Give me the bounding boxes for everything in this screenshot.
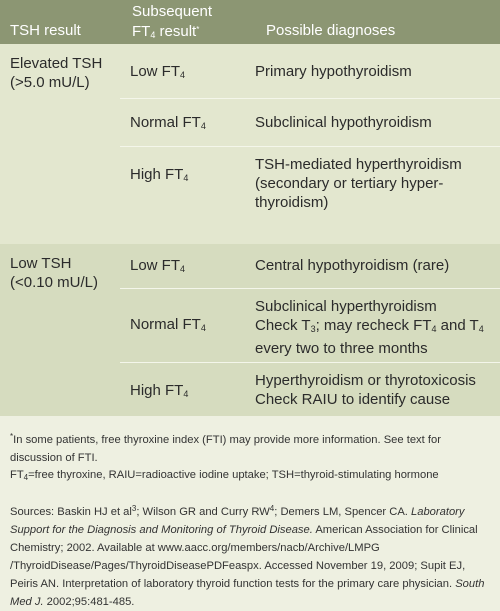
table-row: [120, 98, 500, 147]
table-row: [120, 44, 500, 98]
ft4-cell: [130, 113, 206, 136]
table-header: [0, 0, 500, 44]
ft4-sub: 4: [200, 121, 206, 131]
tsh-cell: [10, 54, 102, 92]
diagnosis-line: Hyperthyroidism or thyrotoxicosis: [255, 372, 476, 389]
diagnosis-line: Subclinical hypothyroidism: [255, 114, 432, 131]
ft4-sub: 4: [180, 264, 186, 274]
check-t-and: and T: [436, 317, 479, 334]
diagnosis-cell: [255, 371, 495, 409]
diagnosis-line: thyroidism): [255, 194, 329, 211]
diagnosis-line: TSH-mediated hyperthyroidism: [255, 156, 462, 173]
diagnosis-line: every two to three months: [255, 340, 428, 357]
tsh-line2: (<0.10 mU/L): [10, 274, 98, 291]
src-1: Sources: Baskin HJ et al: [10, 506, 132, 518]
src-4: American Association for Clinical Chemistry; 2002. Available at www.aacc.org/members/nacb/Archive/LMPG /ThyroidDisease/Pages/ThyroidDiseasePDFeaspx. Accessed November 19, 2009; Supit EJ, Peiris AN. Interpretation of laboratory thyroid function tests for the primary care physician.: [10, 524, 478, 590]
check-t-mid: ; may recheck FT: [315, 317, 432, 334]
table-row: [120, 244, 500, 288]
tsh-line1: Low TSH: [10, 255, 72, 272]
header-ft4-line1: Subsequent: [132, 3, 213, 20]
src-sup-1: 3: [131, 504, 137, 513]
ft4-cell: [130, 315, 206, 338]
tsh-line2: (>5.0 mU/L): [10, 74, 90, 91]
src-journal: South Med J.: [10, 578, 485, 608]
abbreviations: [10, 466, 494, 487]
diagnosis-line: Check RAIU to identify cause: [255, 391, 451, 408]
table-notes: [0, 416, 500, 611]
ft4-label: High FT: [130, 382, 184, 399]
abbrev-sub: 4: [23, 473, 29, 482]
ft4-label: Low FT: [130, 257, 181, 274]
tsh-line1: Elevated TSH: [10, 55, 103, 72]
src-5: 2002;95:481-485.: [43, 596, 135, 608]
table-row: [120, 362, 500, 417]
src-2: ; Wilson GR and Curry RW: [136, 506, 270, 518]
tsh-cell: [10, 254, 98, 292]
ft4-sub: 4: [183, 173, 189, 183]
diagnosis-line: (secondary or tertiary hyper-: [255, 175, 444, 192]
check-t-text: Check T: [255, 317, 311, 334]
footnote-text: In some patients, free thyroxine index (FTI) may provide more information. See text for discussion of FTI.: [10, 434, 441, 464]
header-ft4-post: result: [155, 23, 197, 40]
footnote: [10, 428, 494, 467]
ft4-sub: 4: [431, 324, 437, 334]
diagnosis-cell: [255, 155, 495, 212]
diagnosis-cell: [255, 297, 495, 358]
ft4-label: High FT: [130, 166, 184, 183]
ft4-sub: 4: [180, 70, 186, 80]
header-ft4-pre: FT: [132, 23, 151, 40]
src-title: Laboratory Support for the Diagnosis and Monitoring of Thyroid Disease.: [10, 506, 465, 536]
abbrev-text: =free thyroxine, RAIU=radioactive iodine uptake; TSH=thyroid-stimulating hormone: [28, 469, 439, 481]
table-row: [120, 288, 500, 363]
diagnosis-cell: [255, 256, 495, 275]
ft4-sub: 4: [200, 323, 206, 333]
ft4-label: Normal FT: [130, 316, 201, 333]
abbrev-pre: FT: [10, 469, 24, 481]
diagnosis-line: Primary hypothyroidism: [255, 63, 412, 80]
ft4-cell: [130, 165, 188, 188]
diagnosis-line: Central hypothyroidism (rare): [255, 257, 450, 274]
group-elevated-tsh: [0, 44, 500, 244]
diagnosis-cell: [255, 113, 495, 132]
src-sup-2: 4: [269, 504, 275, 513]
footnote-mark: *: [10, 432, 14, 441]
src-3: ; Demers LM, Spencer CA.: [274, 506, 412, 518]
ft4-label: Low FT: [130, 63, 181, 80]
t4-sub: 4: [478, 324, 484, 334]
ft4-cell: [130, 381, 188, 404]
diagnosis-line-check: [255, 317, 484, 334]
group-low-tsh: [0, 244, 500, 416]
header-possible-diagnoses: Possible diagnoses: [266, 22, 396, 39]
header-ft4-sub: 4: [150, 30, 156, 40]
header-ft4-mark: *: [196, 25, 200, 34]
ft4-cell: [130, 256, 185, 279]
table-row: [120, 146, 500, 245]
header-ft4-result: [132, 3, 212, 44]
diagnosis-cell: [255, 62, 495, 81]
diagnosis-line: Subclinical hyperthyroidism: [255, 298, 437, 315]
sources: [10, 500, 496, 611]
ft4-cell: [130, 62, 185, 85]
ft4-sub: 4: [183, 389, 189, 399]
header-tsh-result: TSH result: [10, 22, 81, 39]
t3-sub: 3: [310, 324, 316, 334]
ft4-label: Normal FT: [130, 114, 201, 131]
